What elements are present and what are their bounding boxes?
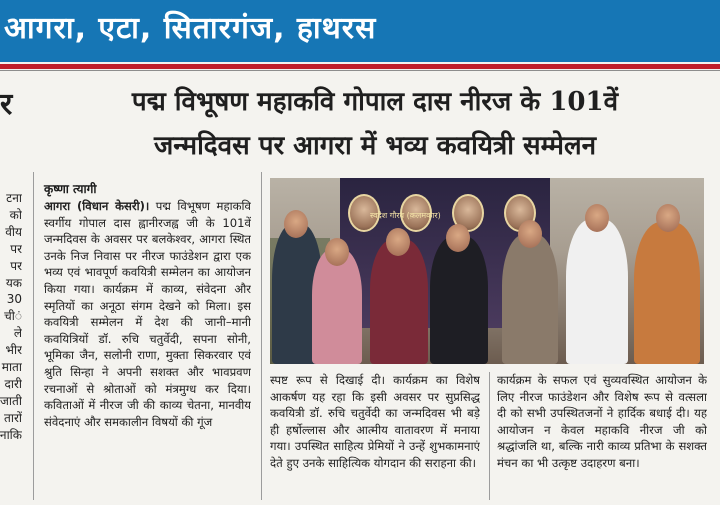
photo-person-head	[446, 224, 470, 252]
photo-screen-text: स्वदेश गौरव (क़लमकार)	[370, 211, 441, 220]
prev-line: भीर	[5, 343, 22, 358]
photo-person	[634, 222, 700, 364]
prev-line: दारी	[4, 376, 22, 391]
photo-person	[370, 239, 428, 364]
prev-line: माता	[1, 360, 22, 375]
article-headline	[40, 80, 710, 168]
event-photo	[270, 178, 704, 364]
photo-person-head	[656, 204, 680, 232]
photo-person	[566, 219, 628, 364]
photo-person-head	[386, 228, 410, 256]
prev-line: नाकि	[0, 427, 22, 442]
prev-article-headline-fragment: र	[0, 87, 13, 122]
header-grey-rule	[0, 70, 720, 71]
prev-line: पर	[10, 258, 22, 273]
column-divider	[33, 172, 34, 500]
photo-person-head	[325, 238, 349, 266]
article-text: पद्म विभूषण महाकवि स्वर्गीय गोपाल दास ह्वानीरजह्व जी के 101वें जन्मदिवस के अवसर पर बलकेश्वर, आगरा स्थित उनके निज निवास पर नीरज फाउंडेशन द्वारा एक भव्य एवं भावपूर्ण कवयित्री सम्मेलन का आयोजन किया गया। कार्यक्रम में काव्य, संवेदना और स्मृतियों का अनूठा संगम देखने को मिला। इस कवयित्री सम्मेलन में देश की जानी–मानी कवयित्रियों डॉ. रुचि चतुर्वेदी, सपना सोनी, भूमिका जैन, सलोनी राणा, मुक्ता सिकरवार एवं श्रुति सिन्हा ने अपनी सशक्त और भावप्रवण रचनाओं से श्रोताओं को मंत्रमुग्ध कर दिया। कविताओं में नीरज जी की काव्य चेतना, मानवीय संवेदनाएं और समकालीन विषयों की गूंज	[44, 199, 251, 429]
article-column-1	[44, 198, 251, 503]
photo-person-head	[585, 204, 609, 232]
edition-cities-title: आगरा, एटा, सितारगंज, हाथरस	[4, 11, 377, 46]
prev-line: को	[9, 207, 22, 222]
header-red-rule	[0, 64, 720, 69]
headline-line-2: जन्मदिवस पर आगरा में भव्य कवयित्री सम्मेलन	[153, 131, 597, 161]
prev-line: पर	[10, 241, 22, 256]
prev-line: यक	[5, 275, 22, 290]
dateline: आगरा (विधान केसरी)।	[44, 199, 150, 213]
article-column-2: स्पष्ट रूप से दिखाई दी। कार्यक्रम का विशेष आकर्षण यह रहा कि इसी अवसर पर सुप्रसिद्ध कवयित्री डॉ. रुचि चतुर्वेदी का जन्मदिवस भी बड़े ही हर्षोल्लास और आत्मीय वातावरण में मनाया गया। उपस्थित साहित्य प्रेमियों ने उन्हें शुभकामनाएं देते हुए उनके साहित्यिक योगदान की सराहना की।	[270, 373, 480, 470]
headline-line-1: पद्म विभूषण महाकवि गोपाल दास नीरज के 101वें	[131, 87, 619, 117]
prev-line: ले	[13, 326, 22, 341]
photo-person	[502, 234, 558, 364]
prev-article-column-fragment	[0, 190, 22, 505]
photo-person-head	[284, 210, 308, 238]
article-column-3: कार्यक्रम के सफल एवं सुव्यवस्थित आयोजन के लिए नीरज फाउंडेशन और विशेष रूप से वत्सला दी को सभी उपस्थितजनों ने हार्दिक बधाई दी। यह आयोजन न केवल महाकवि नीरज जी को श्रद्धांजलि था, बल्कि नारी काव्य प्रतिभा के सशक्त मंचन का भी उत्कृष्ट उदाहरण बना।	[497, 373, 707, 470]
prev-line: टना	[6, 191, 22, 205]
photo-person	[430, 236, 488, 364]
photo-person-head	[518, 220, 542, 248]
column-divider	[261, 172, 262, 500]
photo-person	[312, 249, 362, 364]
masthead-banner	[0, 0, 720, 62]
prev-line: तारों	[4, 410, 22, 425]
byline: कृष्णा त्यागी	[44, 182, 97, 196]
prev-line: 30	[6, 292, 22, 307]
column-divider	[489, 372, 490, 500]
prev-line: जाती	[0, 393, 22, 408]
prev-line: ंची	[4, 309, 22, 324]
prev-line: वीय	[5, 224, 22, 239]
